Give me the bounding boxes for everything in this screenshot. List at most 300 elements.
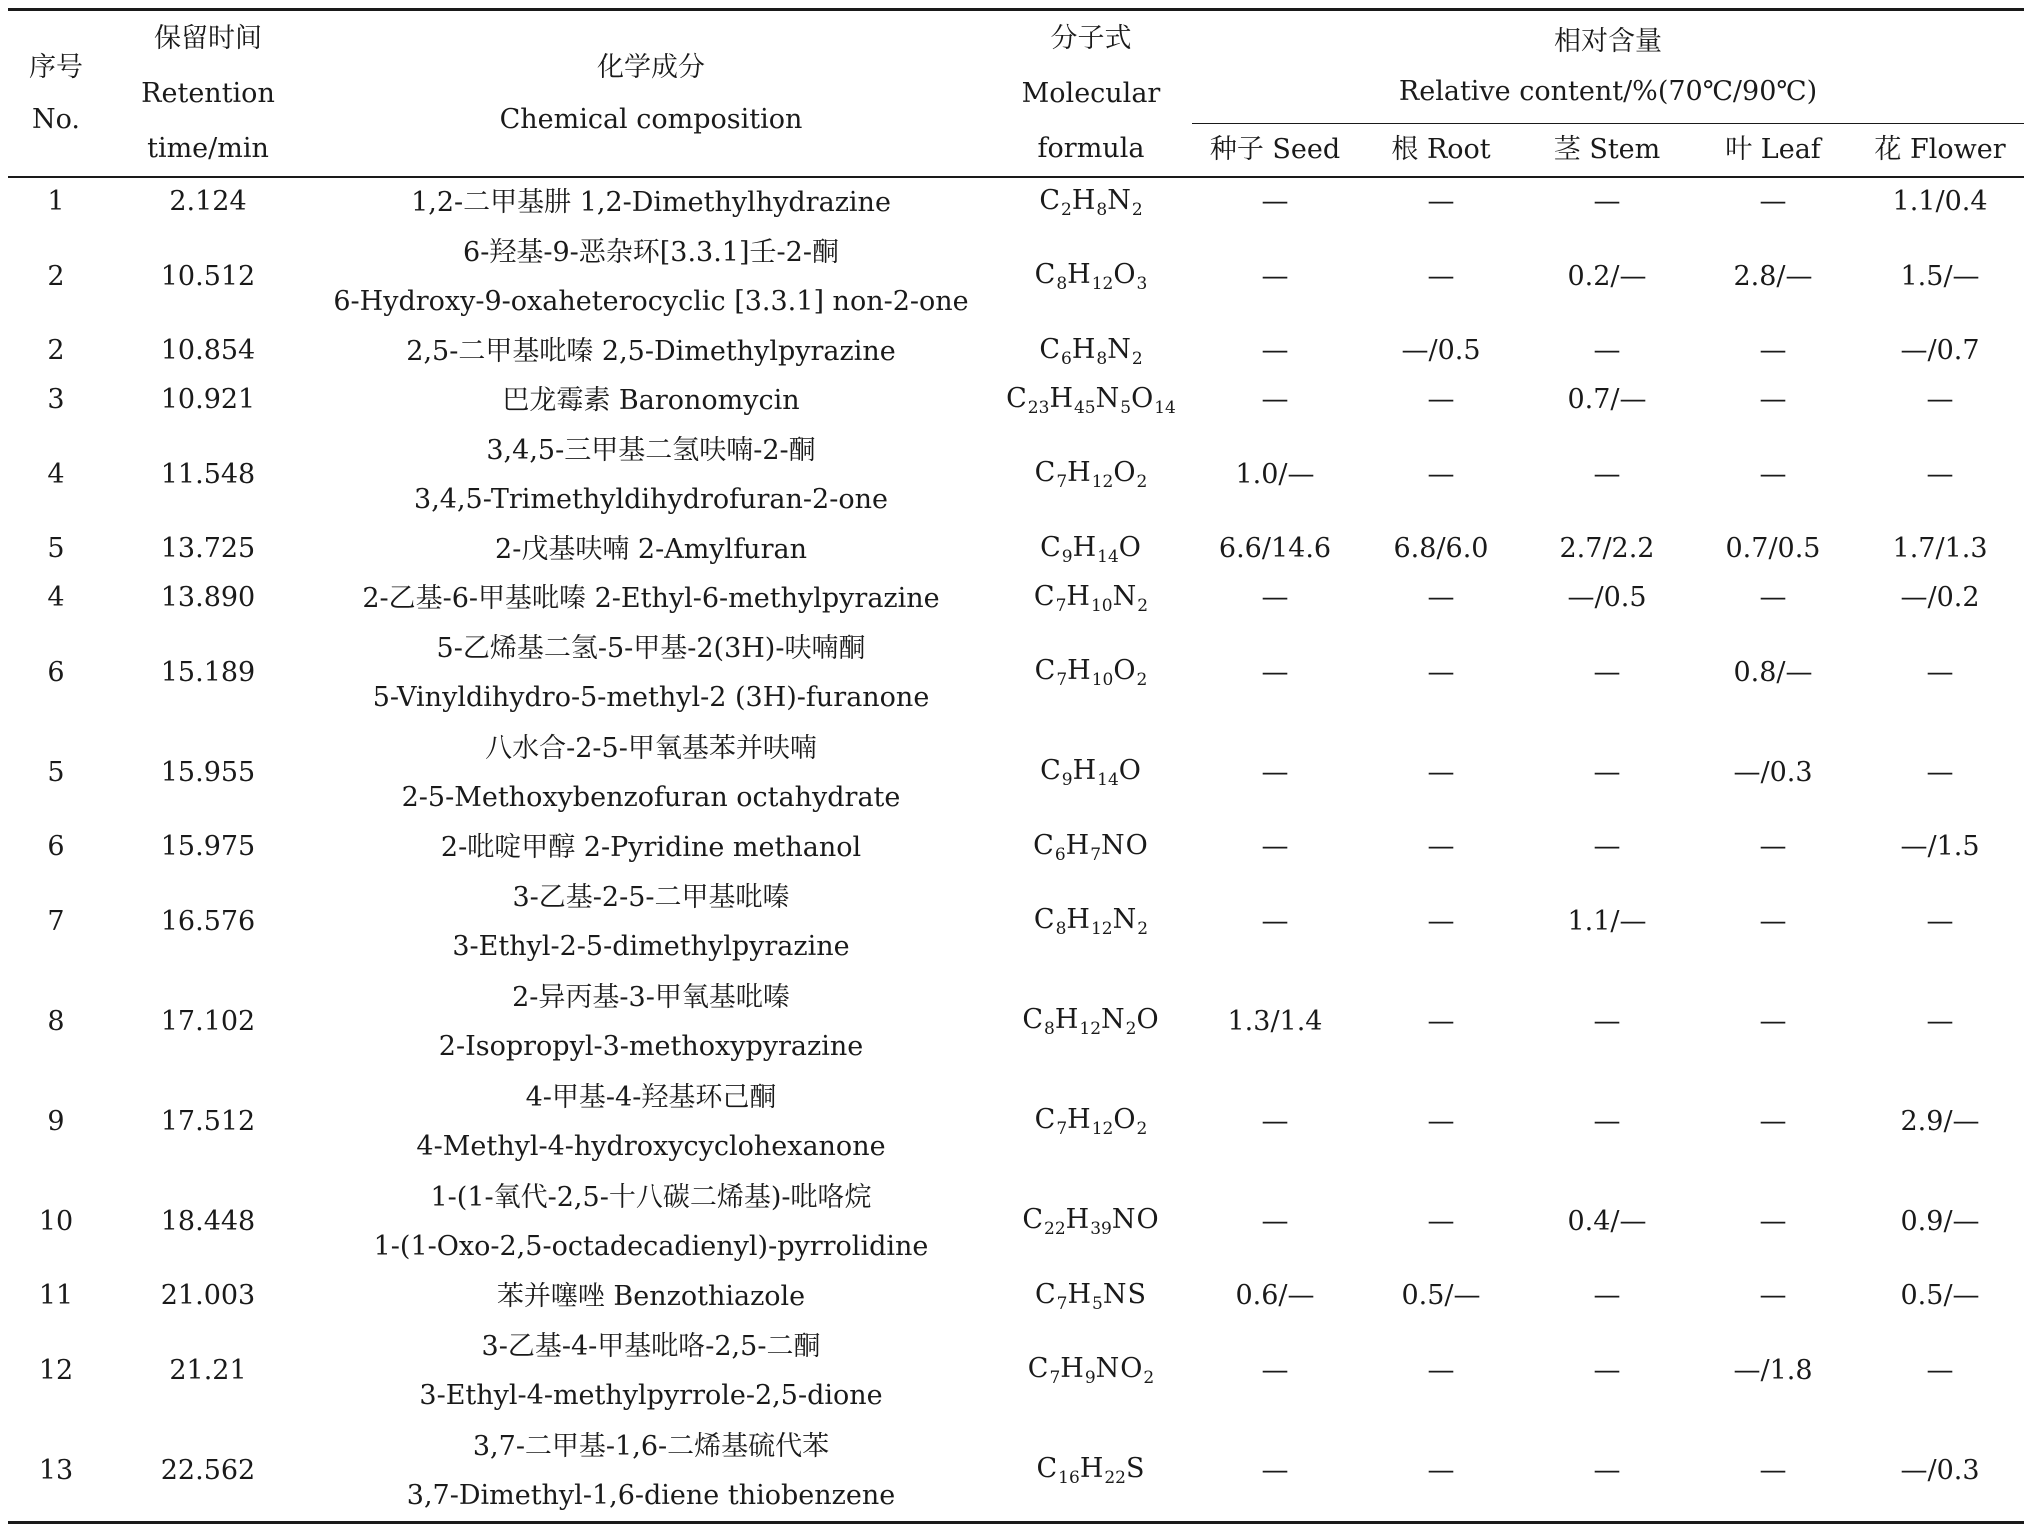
formula-element: C (1022, 1004, 1045, 1036)
composition-name-en: 5-Vinyldihydro-5-methyl-2 (3H)-furanone (372, 682, 930, 713)
content-flower: 0.9/— (1900, 1205, 1980, 1237)
formula-element: H (1065, 1204, 1091, 1236)
formula-element: H (1071, 184, 1097, 216)
content-stem: — (1524, 1421, 1690, 1523)
formula-element: C (1039, 333, 1061, 365)
table-row (8, 376, 2024, 425)
formula-element: C (1034, 259, 1057, 291)
row-number: 6 (47, 831, 65, 863)
table-row (8, 1272, 2024, 1321)
table-row (8, 1321, 2024, 1421)
formula-element: C (1027, 1353, 1050, 1385)
content-root: — (1427, 905, 1455, 937)
formula-subscript: 2 (1125, 1019, 1137, 1040)
formula-subscript: 8 (1096, 199, 1108, 220)
formula-subscript: 9 (1061, 546, 1073, 567)
row-number: 7 (47, 905, 65, 937)
retention-time: 10.854 (160, 335, 256, 367)
row-number: 8 (47, 1005, 65, 1037)
header-formula-cn: 分子式 (1050, 23, 1132, 54)
header-rt-en2: time/min (147, 133, 269, 164)
content-flower: 2.9/— (1900, 1105, 1980, 1137)
formula-element: C (1034, 457, 1057, 489)
content-flower: — (1926, 656, 1954, 688)
content-seed: — (1261, 384, 1289, 416)
row-number: 6 (47, 656, 65, 688)
table-row (8, 177, 2024, 227)
formula-subscript: 8 (1055, 919, 1067, 940)
formula-subscript: 9 (1084, 1368, 1096, 1389)
content-leaf: 0.8/— (1733, 656, 1813, 688)
formula-subscript: 2 (1136, 1119, 1148, 1140)
content-stem: 0.2/— (1567, 260, 1647, 292)
formula-subscript: 7 (1056, 1119, 1068, 1140)
compound-table (8, 8, 2024, 1524)
formula-element: C (1040, 755, 1062, 787)
content-seed: — (1261, 1205, 1289, 1237)
formula-element: N (1101, 1004, 1126, 1036)
header-rc-en: Relative content/%(70℃/90℃) (1398, 76, 1818, 107)
formula-element: H (1079, 1453, 1105, 1485)
formula-subscript: 8 (1044, 1019, 1055, 1040)
retention-time: 17.512 (160, 1105, 256, 1137)
formula-subscript: 23 (1027, 397, 1050, 418)
content-root: — (1427, 1005, 1455, 1037)
retention-time: 10.921 (160, 384, 256, 416)
formula-element: H (1072, 755, 1098, 787)
header-composition (312, 10, 990, 178)
formula-element: NO (1111, 1204, 1160, 1236)
composition-name-cn: 3-乙基-2-5-二甲基吡嗪 (512, 882, 790, 913)
retention-time: 22.562 (104, 1421, 312, 1523)
header-comp-en: Chemical composition (499, 103, 803, 135)
molecular-formula (990, 1321, 1192, 1421)
formula-subscript: 45 (1073, 397, 1096, 418)
table-row (8, 972, 2024, 1072)
header-formula-en2: formula (1037, 133, 1145, 164)
content-flower: — (1926, 1005, 1954, 1037)
content-seed: — (1261, 335, 1289, 367)
formula-element: H (1060, 1353, 1085, 1385)
molecular-formula (990, 1072, 1192, 1172)
formula-subscript: 10 (1091, 670, 1114, 691)
content-flower: — (1926, 384, 1954, 416)
table-body (8, 177, 2024, 1523)
chemical-composition (312, 972, 990, 1072)
content-stem: — (1593, 458, 1621, 490)
chemical-composition (312, 227, 990, 327)
header-rt-en1: Retention (141, 78, 275, 109)
content-stem: 0.4/— (1567, 1205, 1647, 1237)
table-row (8, 425, 2024, 525)
formula-subscript: 14 (1097, 546, 1119, 567)
content-stem: — (1593, 756, 1621, 788)
row-number: 10 (38, 1205, 74, 1237)
content-flower: — (1926, 756, 1954, 788)
header-relative-content (1192, 10, 2024, 124)
content-seed: — (1261, 186, 1289, 218)
content-stem: 1.1/— (1567, 905, 1647, 937)
row-number: 5 (47, 533, 65, 565)
formula-subscript: 7 (1056, 1293, 1068, 1314)
formula-element: H (1067, 1278, 1093, 1310)
chemical-composition (312, 1421, 990, 1523)
content-seed: 0.6/— (1235, 1280, 1315, 1312)
formula-subscript: 14 (1097, 770, 1119, 791)
formula-element: N (1107, 184, 1132, 216)
composition-name-en: 2-5-Methoxybenzofuran octahydrate (401, 782, 901, 813)
content-root: 0.5/— (1401, 1280, 1481, 1312)
retention-time: 15.975 (160, 831, 256, 863)
chemical-composition (312, 623, 990, 723)
formula-element: NO (1101, 829, 1149, 861)
formula-subscript: 2 (1136, 670, 1148, 691)
content-seed: — (1261, 582, 1289, 614)
composition-name-cn: 6-羟基-9-恶杂环[3.3.1]壬-2-酮 (463, 237, 839, 268)
row-number: 4 (47, 458, 65, 490)
content-leaf: 2.8/— (1733, 260, 1813, 292)
content-seed: — (1261, 656, 1289, 688)
molecular-formula (990, 574, 1192, 623)
retention-time: 13.725 (160, 533, 256, 565)
content-root: — (1427, 656, 1455, 688)
formula-subscript: 2 (1131, 348, 1143, 369)
content-leaf: —/0.3 (1733, 756, 1813, 788)
retention-time: 16.576 (160, 905, 256, 937)
content-stem: — (1593, 831, 1621, 863)
molecular-formula (990, 623, 1192, 723)
retention-time: 11.548 (160, 458, 256, 490)
molecular-formula (990, 376, 1192, 425)
formula-element: C (1039, 184, 1061, 216)
content-seed: 6.6/14.6 (1218, 533, 1332, 565)
molecular-formula (990, 177, 1192, 227)
content-seed: — (1261, 831, 1289, 863)
molecular-formula (990, 823, 1192, 872)
composition-name-cn: 4-甲基-4-羟基环己酮 (525, 1082, 777, 1113)
formula-subscript: 6 (1054, 844, 1066, 865)
molecular-formula (990, 723, 1192, 823)
formula-element: O (1118, 531, 1142, 563)
chemical-composition (312, 1272, 990, 1321)
formula-subscript: 9 (1061, 770, 1073, 791)
formula-subscript: 39 (1090, 1219, 1112, 1240)
content-flower: — (1926, 1354, 1954, 1386)
chemical-composition (312, 376, 990, 425)
header-rc-cn: 相对含量 (1554, 26, 1663, 57)
content-leaf: — (1759, 1205, 1787, 1237)
chemical-composition (312, 723, 990, 823)
row-number: 2 (47, 260, 65, 292)
row-number: 11 (38, 1280, 74, 1312)
content-root: — (1358, 1421, 1524, 1523)
content-leaf: 0.7/0.5 (1725, 533, 1821, 565)
retention-time: 17.102 (160, 1005, 256, 1037)
retention-time: 2.124 (169, 186, 247, 218)
row-number: 3 (47, 384, 65, 416)
content-flower: 1.5/— (1900, 260, 1980, 292)
molecular-formula (990, 1421, 1192, 1523)
composition-name-en: 3,4,5-Trimethyldihydrofuran-2-one (414, 484, 888, 515)
header-no-cn: 序号 (29, 51, 83, 83)
row-number: 2 (47, 335, 65, 367)
formula-element: C (1033, 829, 1055, 861)
formula-subscript: 2 (1131, 199, 1143, 220)
header-formula (990, 10, 1192, 178)
content-root: — (1427, 1105, 1455, 1137)
header-seed: 种子 Seed (1192, 124, 1358, 178)
composition-name-cn: 3,7-二甲基-1,6-二烯基硫代苯 (472, 1431, 830, 1462)
formula-element: N (1095, 382, 1121, 414)
table-row (8, 525, 2024, 574)
formula-subscript: 14 (1154, 397, 1176, 418)
formula-element: C (1040, 531, 1062, 563)
chemical-composition (312, 1321, 990, 1421)
header-rt-cn: 保留时间 (154, 23, 262, 54)
header-retention-time (104, 10, 312, 178)
formula-subscript: 7 (1055, 595, 1067, 616)
content-seed: — (1261, 905, 1289, 937)
content-leaf: — (1759, 1280, 1787, 1312)
content-root: — (1427, 582, 1455, 614)
content-leaf: — (1690, 1421, 1856, 1523)
formula-subscript: 12 (1091, 472, 1114, 493)
formula-element: N (1112, 580, 1138, 612)
row-number: 1 (47, 186, 65, 218)
content-root: 6.8/6.0 (1393, 533, 1489, 565)
retention-time: 15.955 (160, 756, 256, 788)
formula-element: H (1072, 531, 1098, 563)
content-stem: — (1593, 1105, 1621, 1137)
chemical-composition (312, 1072, 990, 1172)
formula-subscript: 8 (1096, 348, 1108, 369)
content-stem: — (1593, 335, 1621, 367)
table-row (8, 1072, 2024, 1172)
formula-element: O (1113, 655, 1137, 687)
formula-subscript: 2 (1137, 919, 1149, 940)
table-row (8, 823, 2024, 872)
formula-element: NO (1095, 1353, 1144, 1385)
formula-element: H (1054, 1004, 1080, 1036)
formula-subscript: 2 (1143, 1368, 1155, 1389)
formula-subscript: 2 (1136, 472, 1148, 493)
composition-name-cn: 巴龙霉素 Baronomycin (502, 385, 800, 416)
formula-element: N (1112, 904, 1138, 936)
composition-name-en: 2-Isopropyl-3-methoxypyrazine (438, 1031, 864, 1062)
composition-name-cn: 2,5-二甲基吡嗪 2,5-Dimethylpyrazine (406, 336, 896, 367)
content-flower: 1.7/1.3 (1892, 533, 1988, 565)
formula-element: H (1067, 259, 1092, 291)
table-row (8, 327, 2024, 376)
content-stem: — (1593, 186, 1621, 218)
header-comp-cn: 化学成分 (597, 51, 705, 83)
content-seed: 1.0/— (1235, 458, 1315, 490)
row-number: 13 (8, 1421, 104, 1523)
content-leaf: —/1.8 (1733, 1354, 1813, 1386)
header-stem: 茎 Stem (1524, 124, 1690, 178)
composition-name-en: 4-Methyl-4-hydroxycyclohexanone (416, 1131, 886, 1162)
content-leaf: — (1759, 335, 1787, 367)
header-no-en: No. (32, 103, 80, 135)
formula-subscript: 5 (1092, 1293, 1103, 1314)
content-root: —/0.5 (1401, 335, 1481, 367)
composition-name-cn: 2-异丙基-3-甲氧基吡嗪 (512, 982, 790, 1013)
formula-element: C (1035, 1278, 1057, 1310)
molecular-formula (990, 227, 1192, 327)
formula-element: NS (1102, 1278, 1147, 1310)
formula-subscript: 3 (1136, 274, 1148, 295)
formula-element: H (1065, 829, 1091, 861)
formula-element: H (1066, 904, 1091, 936)
formula-subscript: 22 (1104, 1468, 1126, 1489)
composition-name-cn: 3,4,5-三甲基二氢呋喃-2-酮 (486, 435, 816, 466)
content-flower: 0.5/— (1900, 1280, 1980, 1312)
composition-name-cn: 1-(1-氧代-2,5-十八碳二烯基)-吡咯烷 (430, 1182, 872, 1213)
content-root: — (1427, 186, 1455, 218)
header-row-top (8, 10, 2024, 124)
formula-element: H (1066, 580, 1091, 612)
molecular-formula (990, 972, 1192, 1072)
retention-time: 10.512 (160, 260, 256, 292)
content-seed: 1.3/1.4 (1227, 1005, 1323, 1037)
content-stem: — (1593, 1280, 1621, 1312)
formula-subscript: 2 (1137, 595, 1149, 616)
molecular-formula (990, 1172, 1192, 1272)
formula-subscript: 16 (1058, 1468, 1080, 1489)
formula-subscript: 8 (1056, 274, 1068, 295)
composition-name-en: 1-(1-Oxo-2,5-octadecadienyl)-pyrrolidine (373, 1231, 929, 1262)
formula-element: H (1067, 1104, 1092, 1136)
retention-time: 18.448 (160, 1205, 256, 1237)
composition-name-cn: 1,2-二甲基肼 1,2-Dimethylhydrazine (411, 187, 891, 218)
retention-time: 21.21 (169, 1354, 247, 1386)
header-root: 根 Root (1358, 124, 1524, 178)
formula-element: C (1022, 1204, 1045, 1236)
molecular-formula (990, 872, 1192, 972)
formula-element: C (1033, 580, 1056, 612)
formula-element: C (1006, 382, 1028, 414)
content-seed: — (1261, 260, 1289, 292)
chemical-composition (312, 823, 990, 872)
formula-element: O (1113, 259, 1137, 291)
table-row (8, 872, 2024, 972)
content-leaf: — (1759, 186, 1787, 218)
composition-name-cn: 3-乙基-4-甲基吡咯-2,5-二酮 (481, 1331, 821, 1362)
composition-name-cn: 八水合-2-5-甲氧基苯并呋喃 (485, 733, 817, 764)
composition-name-cn: 苯并噻唑 Benzothiazole (496, 1281, 806, 1312)
content-flower: —/1.5 (1900, 831, 1980, 863)
content-flower: —/0.7 (1900, 335, 1980, 367)
formula-subscript: 12 (1090, 919, 1113, 940)
content-root: — (1427, 260, 1455, 292)
content-flower: — (1926, 905, 1954, 937)
formula-element: C (1034, 655, 1057, 687)
formula-element: O (1113, 1104, 1137, 1136)
formula-element: O (1136, 1004, 1160, 1036)
content-stem: — (1593, 1005, 1621, 1037)
row-number: 5 (47, 756, 65, 788)
content-root: — (1427, 458, 1455, 490)
content-root: — (1427, 1205, 1455, 1237)
content-stem: 0.7/— (1567, 384, 1647, 416)
chemical-composition (312, 177, 990, 227)
formula-subscript: 6 (1061, 348, 1072, 369)
header-formula-en1: Molecular (1021, 78, 1161, 109)
header-no (8, 10, 104, 178)
formula-subscript: 5 (1120, 397, 1132, 418)
content-leaf: — (1759, 582, 1787, 614)
formula-element: C (1036, 1453, 1059, 1485)
content-leaf: — (1759, 1105, 1787, 1137)
content-leaf: — (1759, 384, 1787, 416)
formula-subscript: 7 (1090, 844, 1102, 865)
content-flower: —/0.3 (1856, 1421, 2024, 1523)
content-leaf: — (1759, 831, 1787, 863)
header-flower: 花 Flower (1856, 124, 2024, 178)
formula-subscript: 12 (1091, 274, 1114, 295)
content-seed: — (1261, 756, 1289, 788)
formula-element: O (1113, 457, 1137, 489)
formula-element: N (1107, 333, 1132, 365)
content-root: — (1427, 1354, 1455, 1386)
formula-element: C (1034, 1104, 1057, 1136)
content-stem: — (1593, 656, 1621, 688)
formula-subscript: 10 (1090, 595, 1113, 616)
composition-name-en: 3-Ethyl-4-methylpyrrole-2,5-dione (419, 1380, 883, 1411)
molecular-formula (990, 1272, 1192, 1321)
molecular-formula (990, 425, 1192, 525)
chemical-composition (312, 574, 990, 623)
formula-element: H (1067, 457, 1092, 489)
table-header (8, 10, 2024, 178)
table-row (8, 227, 2024, 327)
retention-time: 21.003 (160, 1280, 256, 1312)
content-stem: — (1593, 1354, 1621, 1386)
composition-name-cn: 5-乙烯基二氢-5-甲基-2(3H)-呋喃酮 (436, 633, 866, 664)
composition-name-cn: 2-乙基-6-甲基吡嗪 2-Ethyl-6-methylpyrazine (362, 583, 940, 614)
molecular-formula (990, 327, 1192, 376)
formula-subscript: 22 (1044, 1219, 1066, 1240)
formula-subscript: 12 (1091, 1119, 1114, 1140)
composition-name-en: 6-Hydroxy-9-oxaheterocyclic [3.3.1] non-2-one (333, 286, 969, 317)
content-root: — (1427, 831, 1455, 863)
formula-element: O (1131, 382, 1155, 414)
row-number: 12 (38, 1354, 74, 1386)
content-flower: 1.1/0.4 (1892, 186, 1988, 218)
formula-element: H (1071, 333, 1097, 365)
composition-name-cn: 2-戊基呋喃 2-Amylfuran (495, 534, 807, 565)
content-seed: — (1261, 1105, 1289, 1137)
formula-element: H (1049, 382, 1074, 414)
content-root: — (1427, 756, 1455, 788)
content-flower: —/0.2 (1900, 582, 1980, 614)
chemical-composition (312, 1172, 990, 1272)
chemical-composition (312, 327, 990, 376)
retention-time: 15.189 (160, 656, 256, 688)
formula-subscript: 7 (1056, 472, 1068, 493)
content-seed: — (1261, 1354, 1289, 1386)
formula-element: H (1067, 655, 1092, 687)
row-number: 4 (47, 582, 65, 614)
table-row (8, 623, 2024, 723)
content-leaf: — (1759, 905, 1787, 937)
content-flower: — (1926, 458, 1954, 490)
retention-time: 13.890 (160, 582, 256, 614)
formula-element: C (1033, 904, 1056, 936)
molecular-formula (990, 525, 1192, 574)
formula-subscript: 2 (1061, 199, 1072, 220)
formula-element: O (1118, 755, 1142, 787)
